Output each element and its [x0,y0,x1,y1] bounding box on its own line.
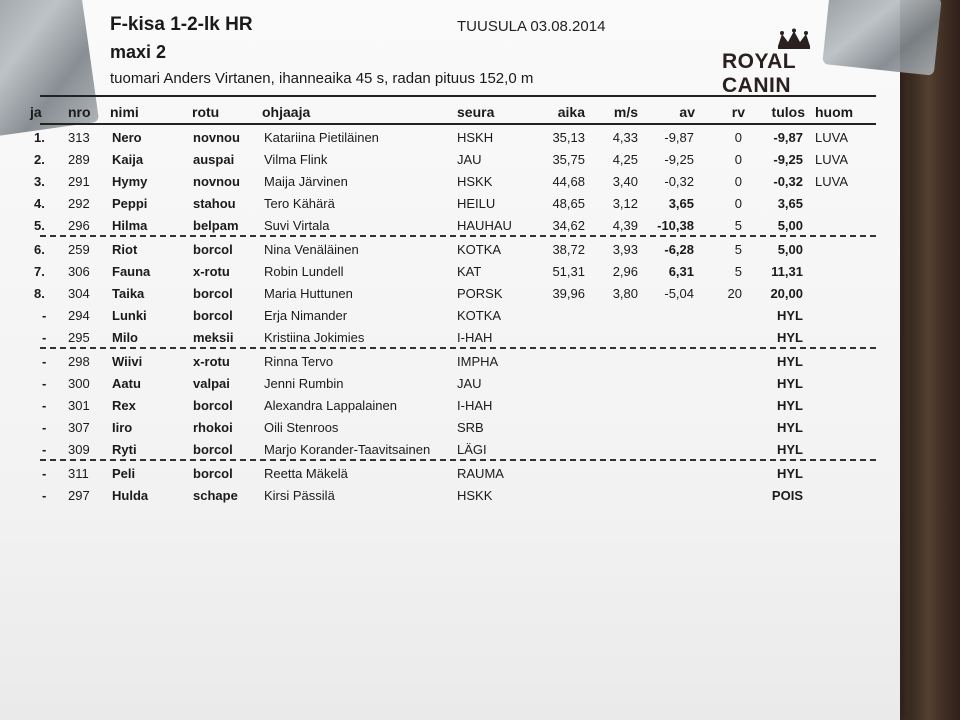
cell-ohjaaja: Tero Kähärä [264,196,335,211]
cell-nro: 300 [68,376,90,391]
column-header-10: tulos [771,104,805,120]
cell-ohjaaja: Katariina Pietiläinen [264,130,379,145]
cell-aika: 35,13 [552,130,585,145]
cell-ohjaaja: Oili Stenroos [264,420,339,435]
cell-ohjaaja: Nina Venäläinen [264,242,359,257]
cell-nro: 301 [68,398,90,413]
cell-nimi: Ryti [112,442,137,457]
cell-seura: SRB [457,420,484,435]
cell-rotu: borcol [193,398,233,413]
cell-ohjaaja: Erja Nimander [264,308,348,323]
column-header-5: seura [457,104,495,120]
cell-sija: - [42,466,47,481]
cell-rv: 5 [734,264,742,279]
cell-nro: 291 [68,174,90,189]
cell-rv: 5 [734,242,742,257]
cell-ohjaaja: Maria Huttunen [264,286,353,301]
cell-aika: 51,31 [552,264,585,279]
cell-seura: IMPHA [457,354,499,369]
column-header-6: aika [557,104,585,120]
cell-nimi: Taika [112,286,145,301]
cell-nimi: Aatu [112,376,141,391]
cell-nro: 298 [68,354,90,369]
cell-huom: LUVA [815,130,848,145]
cell-sija: 5. [34,218,45,233]
cell-nro: 295 [68,330,90,345]
cell-aika: 38,72 [552,242,585,257]
cell-sija: - [42,420,47,435]
cell-tulos: HYL [777,354,803,369]
cell-av: 3,65 [668,196,694,211]
cell-tulos: 5,00 [777,242,803,257]
cell-nro: 309 [68,442,90,457]
cell-sija: - [42,488,47,503]
cell-tulos: HYL [777,376,803,391]
cell-aika: 48,65 [552,196,585,211]
cell-ms: 4,33 [612,130,638,145]
cell-ohjaaja: Suvi Virtala [264,218,330,233]
cell-nro: 294 [68,308,90,323]
cell-nro: 259 [68,242,90,257]
cell-ms: 2,96 [612,264,638,279]
cell-tulos: HYL [777,330,803,345]
cell-nro: 296 [68,218,90,233]
cell-ms: 3,12 [612,196,638,211]
cell-seura: PORSK [457,286,503,301]
cell-ohjaaja: Rinna Tervo [264,354,334,369]
cell-sija: - [42,308,47,323]
logo-text: ROYAL CANIN [722,50,796,97]
cell-nimi: Rex [112,398,136,413]
cell-seura: JAU [457,152,482,167]
cell-rv: 0 [734,174,742,189]
cell-ohjaaja: Maija Järvinen [264,174,348,189]
cell-nro: 297 [68,488,90,503]
cell-sija: 2. [34,152,45,167]
crown-icon [774,28,814,50]
cell-rotu: borcol [193,442,233,457]
cell-rotu: borcol [193,308,233,323]
cell-av: -0,32 [664,174,694,189]
page-title: F-kisa 1-2-lk HR [110,14,253,35]
cell-rotu: auspai [193,152,235,167]
cell-ohjaaja: Alexandra Lappalainen [264,398,397,413]
cell-aika: 35,75 [552,152,585,167]
cell-rotu: belpam [193,218,239,233]
column-header-3: rotu [192,104,220,120]
cell-av: -9,25 [664,152,694,167]
cell-ms: 4,39 [612,218,638,233]
cell-ohjaaja: Kristiina Jokimies [264,330,365,345]
cell-sija: 1. [34,130,45,145]
cell-seura: HAUHAU [457,218,512,233]
cell-rotu: borcol [193,242,233,257]
cell-seura: HEILU [457,196,496,211]
cell-ms: 3,93 [612,242,638,257]
cell-huom: LUVA [815,174,848,189]
cell-seura: KOTKA [457,242,502,257]
cell-nimi: Riot [112,242,138,257]
cell-sija: 4. [34,196,45,211]
cell-aika: 34,62 [552,218,585,233]
cell-seura: HSKK [457,174,493,189]
column-header-11: huom [815,104,854,120]
cell-sija: 8. [34,286,45,301]
cell-tulos: HYL [777,442,803,457]
column-header-8: av [679,104,695,120]
judge-line: tuomari Anders Virtanen, ihanneaika 45 s, radan pituus 152,0 m [110,70,534,87]
cell-ohjaaja: Marjo Korander-Taavitsainen [264,442,431,457]
cell-aika: 44,68 [552,174,585,189]
column-header-0: ja [30,104,42,120]
royal-canin-logo [722,28,867,97]
cell-rotu: stahou [193,196,236,211]
class-subtitle: maxi 2 [110,42,167,62]
cell-nro: 289 [68,152,90,167]
cell-nro: 307 [68,420,90,435]
cell-rv: 0 [734,130,742,145]
cell-seura: RAUMA [457,466,504,481]
cell-tulos: 3,65 [777,196,803,211]
cell-tulos: HYL [777,420,803,435]
cell-nro: 313 [68,130,90,145]
cell-nro: 306 [68,264,90,279]
cell-ohjaaja: Robin Lundell [264,264,344,279]
cell-tulos: 5,00 [777,218,803,233]
cell-av: -9,87 [664,130,694,145]
cell-rv: 0 [734,152,742,167]
cell-seura: LÄGI [457,442,487,457]
cell-rv: 5 [734,218,742,233]
section-divider [40,347,876,349]
cell-rotu: x-rotu [193,264,230,279]
cell-ms: 4,25 [612,152,638,167]
cell-tulos: -0,32 [773,174,803,189]
cell-ohjaaja: Reetta Mäkelä [264,466,348,481]
cell-ms: 3,80 [612,286,638,301]
cell-huom: LUVA [815,152,848,167]
cell-nimi: Nero [112,130,142,145]
cell-nimi: Hilma [112,218,148,233]
column-header-1: nro [68,104,91,120]
cell-sija: 3. [34,174,45,189]
column-header-7: m/s [613,104,638,120]
cell-rv: 20 [727,286,742,301]
cell-seura: I-HAH [457,398,493,413]
cell-ms: 3,40 [612,174,638,189]
cell-sija: 7. [34,264,45,279]
wooden-board [890,0,960,720]
cell-sija: - [42,442,47,457]
cell-sija: - [42,398,47,413]
cell-nimi: Iiro [112,420,133,435]
section-divider [40,459,876,461]
cell-sija: - [42,330,47,345]
cell-rv: 0 [734,196,742,211]
header-rule [40,123,876,125]
cell-seura: HSKH [457,130,494,145]
cell-nimi: Milo [112,330,138,345]
cell-nimi: Fauna [112,264,151,279]
cell-rotu: valpai [193,376,230,391]
cell-nimi: Hulda [112,488,149,503]
cell-tulos: -9,25 [773,152,803,167]
cell-nimi: Wiivi [112,354,143,369]
column-header-2: nimi [110,104,139,120]
place-date: TUUSULA 03.08.2014 [457,18,606,35]
cell-av: -10,38 [657,218,694,233]
cell-seura: KOTKA [457,308,502,323]
cell-tulos: POIS [771,488,803,503]
cell-rotu: borcol [193,466,233,481]
cell-tulos: HYL [777,308,803,323]
cell-rotu: meksii [193,330,234,345]
cell-nimi: Peppi [112,196,148,211]
cell-seura: KAT [457,264,482,279]
cell-tulos: HYL [777,398,803,413]
cell-av: -6,28 [664,242,694,257]
cell-nimi: Kaija [112,152,144,167]
cell-av: 6,31 [668,264,694,279]
cell-nro: 311 [68,466,89,481]
cell-sija: - [42,354,47,369]
cell-ohjaaja: Jenni Rumbin [264,376,344,391]
cell-rotu: rhokoi [193,420,233,435]
cell-rotu: schape [193,488,238,503]
cell-seura: I-HAH [457,330,493,345]
header-rule [40,95,876,97]
cell-nro: 304 [68,286,90,301]
cell-aika: 39,96 [552,286,585,301]
cell-seura: HSKK [457,488,493,503]
cell-rotu: novnou [193,174,240,189]
cell-tulos: -9,87 [773,130,803,145]
cell-ohjaaja: Vilma Flink [264,152,328,167]
cell-nimi: Peli [112,466,136,481]
section-divider [40,235,876,237]
cell-tulos: 20,00 [770,286,803,301]
cell-sija: - [42,376,47,391]
cell-rotu: borcol [193,286,233,301]
cell-seura: JAU [457,376,482,391]
cell-nimi: Lunki [112,308,147,323]
cell-av: -5,04 [664,286,694,301]
cell-tulos: HYL [777,466,803,481]
cell-tulos: 11,31 [771,264,803,279]
cell-nro: 292 [68,196,90,211]
column-header-9: rv [731,104,745,120]
cell-rotu: novnou [193,130,240,145]
cell-ohjaaja: Kirsi Pässilä [264,488,335,503]
cell-sija: 6. [34,242,45,257]
cell-nimi: Hymy [112,174,148,189]
column-header-4: ohjaaja [262,104,311,120]
cell-rotu: x-rotu [193,354,230,369]
